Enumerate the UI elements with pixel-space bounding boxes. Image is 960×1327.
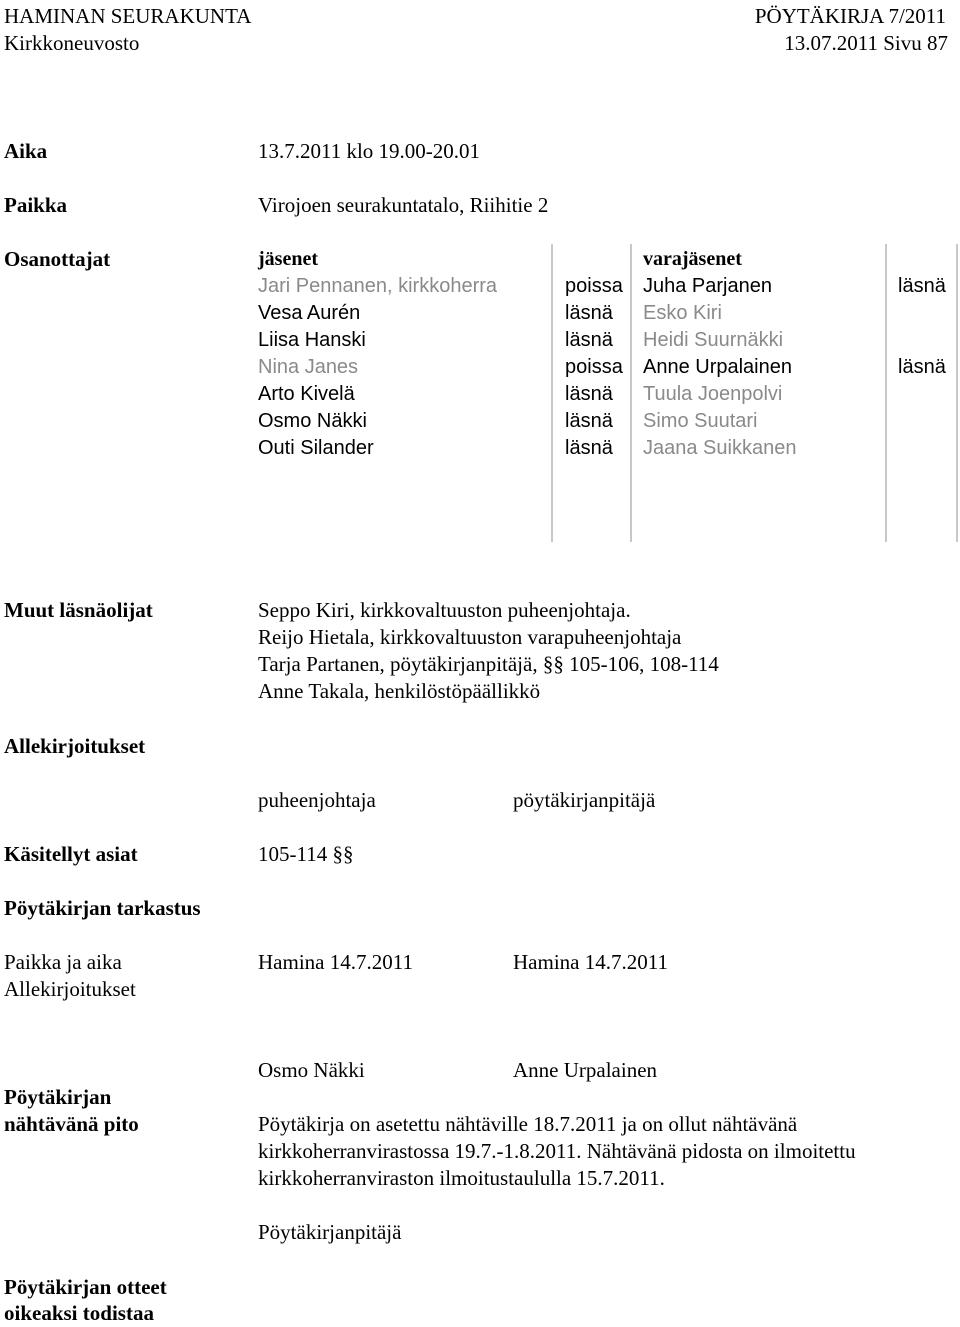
member-status: läsnä (565, 329, 613, 351)
kasitellyt-value: 105-114 §§ (258, 842, 354, 866)
member-name: Outi Silander (258, 437, 374, 459)
header-org: HAMINAN SEURAKUNTA (4, 4, 252, 28)
table-divider (885, 244, 887, 542)
member-name: Arto Kivelä (258, 383, 355, 405)
substitute-name: Juha Parjanen (643, 275, 772, 297)
paikka-value: Virojoen seurakuntatalo, Riihitie 2 (258, 193, 549, 217)
otteet-label: Pöytäkirjan otteet (4, 1275, 167, 1299)
verifier-name-1: Osmo Näkki (258, 1058, 365, 1082)
sign-label: Allekirjoitukset (4, 977, 136, 1001)
nahtavana-line: kirkkoherranvirastossa 19.7.-1.8.2011. Nähtävänä pidosta on ilmoitettu (258, 1139, 856, 1163)
member-name: Nina Janes (258, 356, 359, 378)
muut-line: Anne Takala, henkilöstöpäällikkö (258, 679, 541, 703)
member-status: poissa (565, 275, 623, 297)
table-divider (630, 244, 632, 542)
member-name: Liisa Hanski (258, 329, 366, 351)
tarkastus-label: Pöytäkirjan tarkastus (4, 896, 201, 920)
nahtavana-label: nähtävänä pito (4, 1112, 139, 1136)
allekirjoitukset-label: Allekirjoitukset (4, 734, 146, 758)
member-status: läsnä (565, 302, 613, 324)
header-body: Kirkkoneuvosto (4, 31, 140, 55)
substitutes-heading: varajäsenet (643, 248, 742, 270)
muut-line: Tarja Partanen, pöytäkirjanpitäjä, §§ 105-106, 108-114 (258, 652, 719, 676)
member-name: Jari Pennanen, kirkkoherra (258, 275, 498, 297)
substitute-name: Simo Suutari (643, 410, 758, 432)
place-date-1: Hamina 14.7.2011 (258, 950, 413, 974)
muut-label: Muut läsnäolijat (4, 598, 153, 622)
substitute-name: Heidi Suurnäkki (643, 329, 784, 351)
place-label: Paikka ja aika (4, 950, 122, 974)
table-divider (956, 244, 958, 542)
header-doc-number: PÖYTÄKIRJA 7/2011 (754, 4, 946, 28)
nahtavana-line: Pöytäkirja on asetettu nähtäville 18.7.2011 ja on ollut nähtävänä (258, 1112, 798, 1136)
osanottajat-label: Osanottajat (4, 247, 111, 271)
substitute-status: läsnä (898, 275, 946, 297)
kasitellyt-label: Käsitellyt asiat (4, 842, 138, 866)
members-heading: jäsenet (258, 248, 318, 270)
muut-line: Seppo Kiri, kirkkovaltuuston puheenjohtaja. (258, 598, 631, 622)
muut-line: Reijo Hietala, kirkkovaltuuston varapuheenjohtaja (258, 625, 682, 649)
paikka-label: Paikka (4, 193, 68, 217)
aika-value: 13.7.2011 klo 19.00-20.01 (258, 139, 481, 163)
substitute-name: Anne Urpalainen (643, 356, 792, 378)
substitute-name: Esko Kiri (643, 302, 722, 324)
substitute-name: Tuula Joenpolvi (643, 383, 783, 405)
otteet-label: oikeaksi todistaa (4, 1301, 154, 1325)
member-status: poissa (565, 356, 623, 378)
verifier-name-2: Anne Urpalainen (513, 1058, 658, 1082)
member-status: läsnä (565, 383, 613, 405)
member-status: läsnä (565, 437, 613, 459)
substitute-name: Jaana Suikkanen (643, 437, 797, 459)
secretary-title: pöytäkirjanpitäjä (513, 788, 656, 812)
nahtavana-signer: Pöytäkirjanpitäjä (258, 1220, 402, 1244)
member-status: läsnä (565, 410, 613, 432)
table-divider (551, 244, 553, 542)
place-date-2: Hamina 14.7.2011 (513, 950, 668, 974)
nahtavana-label: Pöytäkirjan (4, 1085, 112, 1109)
member-name: Osmo Näkki (258, 410, 367, 432)
header-page: 13.07.2011 Sivu 87 (784, 31, 948, 55)
aika-label: Aika (4, 139, 48, 163)
chair-title: puheenjohtaja (258, 788, 376, 812)
nahtavana-line: kirkkoherranviraston ilmoitustaululla 15.7.2011. (258, 1166, 665, 1190)
substitute-status: läsnä (898, 356, 946, 378)
member-name: Vesa Aurén (258, 302, 361, 324)
